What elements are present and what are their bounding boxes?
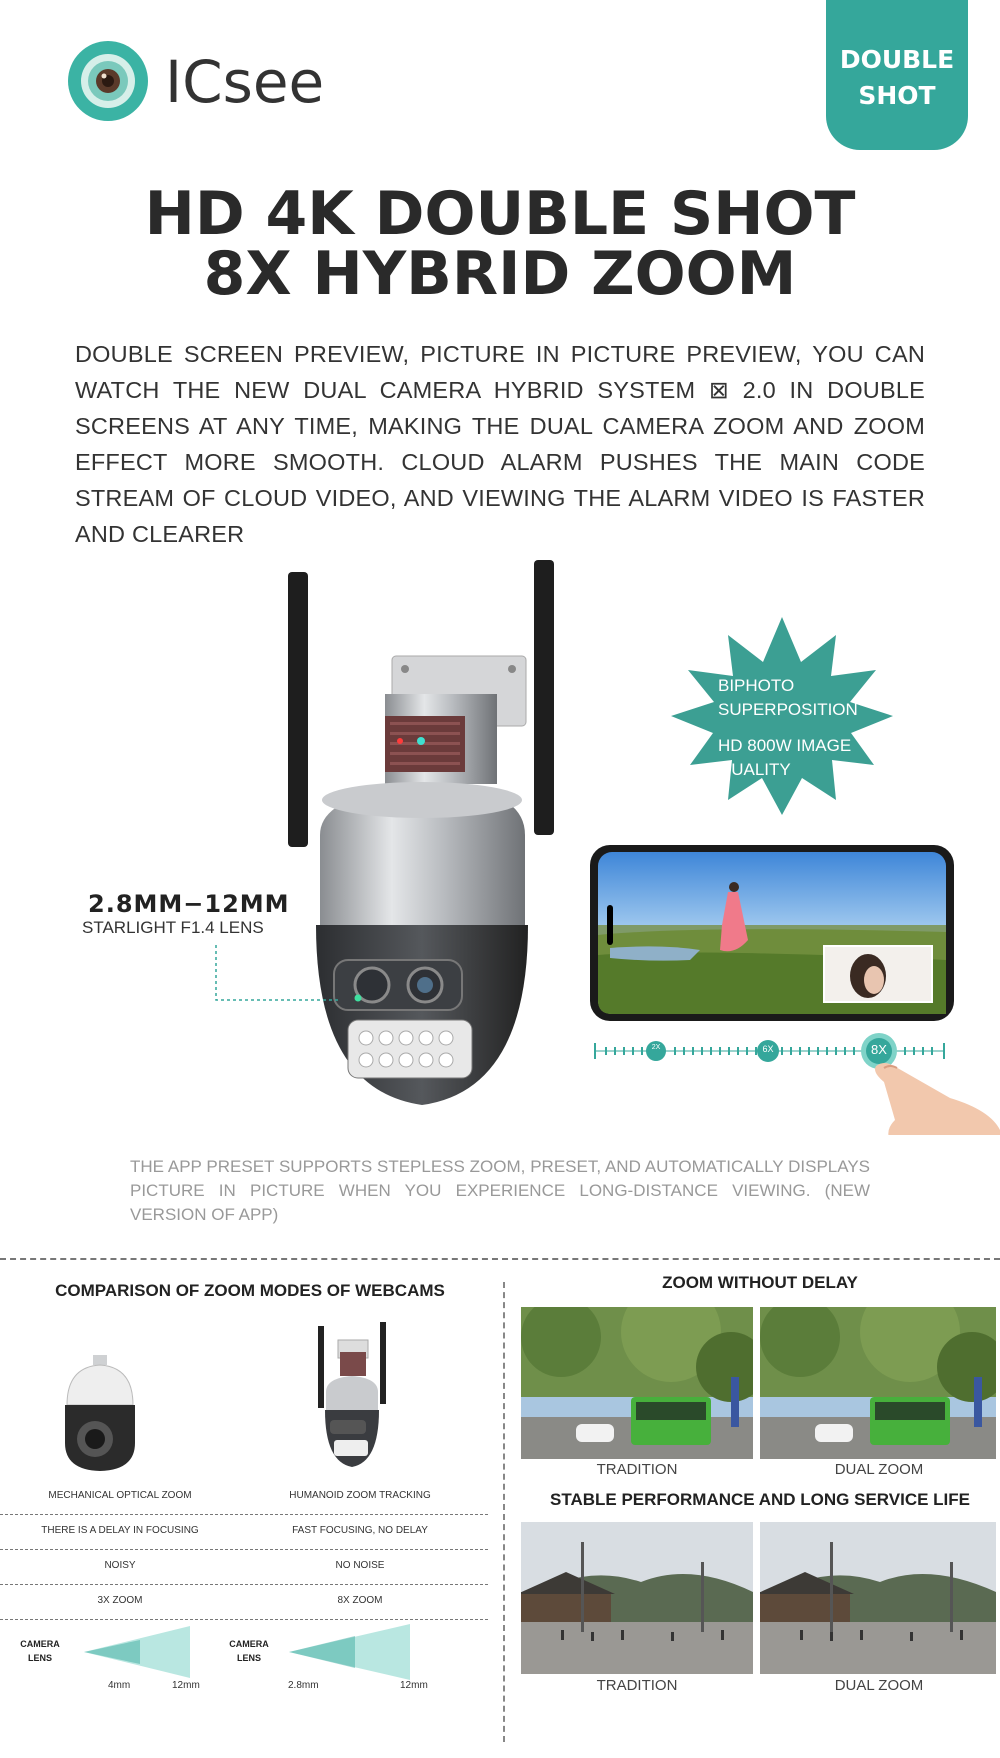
fov-left-icon <box>80 1622 200 1680</box>
comparison-right-cell: FAST FOCUSING, NO DELAY <box>292 1525 428 1536</box>
right-range-max: 12mm <box>400 1680 428 1691</box>
comparison-row <box>0 1480 488 1515</box>
fov-right-icon <box>285 1622 415 1680</box>
zoom-mark-2x: 2X <box>651 1044 661 1051</box>
caption-dual-zoom: DUAL ZOOM <box>834 1677 924 1694</box>
burst-line-2: HD 800W IMAGE QUALITY <box>718 736 852 779</box>
left-range-min: 4mm <box>108 1680 131 1691</box>
pointing-finger-icon <box>875 1063 1000 1135</box>
camera-lens-label-line-1: CAMERA <box>20 1639 60 1649</box>
mechanical-zoom-camera-icon <box>55 1355 145 1475</box>
stable-performance-title: STABLE PERFORMANCE AND LONG SERVICE LIFE <box>550 1490 970 1509</box>
comparison-title: COMPARISON OF ZOOM MODES OF WEBCAMS <box>55 1281 445 1300</box>
column-divider <box>503 1282 505 1742</box>
lens-title: 2.8MM−12MM <box>88 890 290 918</box>
camera-lens-label-line-1: CAMERA <box>229 1639 269 1649</box>
comparison-row <box>0 1550 488 1585</box>
headline-line-2: 8X HYBRID ZOOM <box>203 239 797 309</box>
intro-paragraph: DOUBLE SCREEN PREVIEW, PICTURE IN PICTURE PREVIEW, YOU CAN WATCH THE NEW DUAL CAMERA HYBRID SYSTEM ⊠ 2.0 IN DOUBLE SCREENS AT ANY TIME, MAKING THE DUAL CAMERA ZOOM AND ZOOM EFFECT MORE SMOOTH. CLOUD ALARM PUSHES THE MAIN CODE STREAM OF CLOUD VIDEO, AND VIEWING THE ALARM VIDEO IS FASTER AND CLEARER <box>75 341 925 547</box>
camera-lens-label-left <box>10 1637 70 1665</box>
comparison-row <box>0 1515 488 1550</box>
zoom-without-delay-title: ZOOM WITHOUT DELAY <box>662 1273 858 1292</box>
caption-tradition: TRADITION <box>596 1677 678 1694</box>
comparison-right-cell: HUMANOID ZOOM TRACKING <box>289 1490 431 1501</box>
zoom-mark-8x: 8X <box>871 1042 887 1057</box>
icsee-logo-icon <box>68 41 148 121</box>
badge-line-2: SHOT <box>858 81 936 110</box>
hybrid-zoom-camera-icon <box>312 1322 392 1472</box>
caption-tradition: TRADITION <box>596 1461 678 1478</box>
camera-lens-label-line-2: LENS <box>236 1653 261 1663</box>
headline <box>0 179 1000 309</box>
comparison-row <box>0 1585 488 1620</box>
double-shot-badge <box>826 0 968 150</box>
street-photo-tradition <box>521 1307 753 1459</box>
palace-photo-dual-zoom <box>760 1522 996 1674</box>
burst-text <box>718 674 888 782</box>
palace-photo-tradition <box>521 1522 753 1674</box>
comparison-left-cell: THERE IS A DELAY IN FOCUSING <box>41 1525 199 1536</box>
badge-line-1: DOUBLE <box>839 45 955 74</box>
comparison-right-cell: 8X ZOOM <box>337 1595 383 1606</box>
right-range-min: 2.8mm <box>288 1680 319 1691</box>
comparison-left-cell: NOISY <box>104 1560 136 1571</box>
phone-icon <box>590 845 954 1021</box>
burst-line-1: BIPHOTO SUPERPOSITION <box>718 676 858 719</box>
brand-name: ICsee <box>165 48 325 116</box>
left-range-max: 12mm <box>172 1680 200 1691</box>
camera-lens-label-right <box>219 1637 279 1665</box>
app-note: THE APP PRESET SUPPORTS STEPLESS ZOOM, PRESET, AND AUTOMATICALLY DISPLAYS PICTURE IN PICTURE WHEN YOU EXPERIENCE LONG-DISTANCE VIEWING. (NEW VERSION OF APP) <box>130 1157 870 1224</box>
caption-dual-zoom: DUAL ZOOM <box>834 1461 924 1478</box>
comparison-left-cell: MECHANICAL OPTICAL ZOOM <box>48 1490 192 1501</box>
zoom-mark-6x: 6X <box>762 1044 774 1054</box>
camera-lens-label-line-2: LENS <box>27 1653 52 1663</box>
street-photo-dual-zoom <box>760 1307 996 1459</box>
headline-line-1: HD 4K DOUBLE SHOT <box>144 179 856 249</box>
comparison-left-cell: 3X ZOOM <box>97 1595 143 1606</box>
hero-illustration <box>0 555 1000 1135</box>
section-divider <box>0 1258 1000 1260</box>
comparison-right-cell: NO NOISE <box>335 1560 385 1571</box>
lens-subtitle: STARLIGHT F1.4 LENS <box>82 918 264 937</box>
